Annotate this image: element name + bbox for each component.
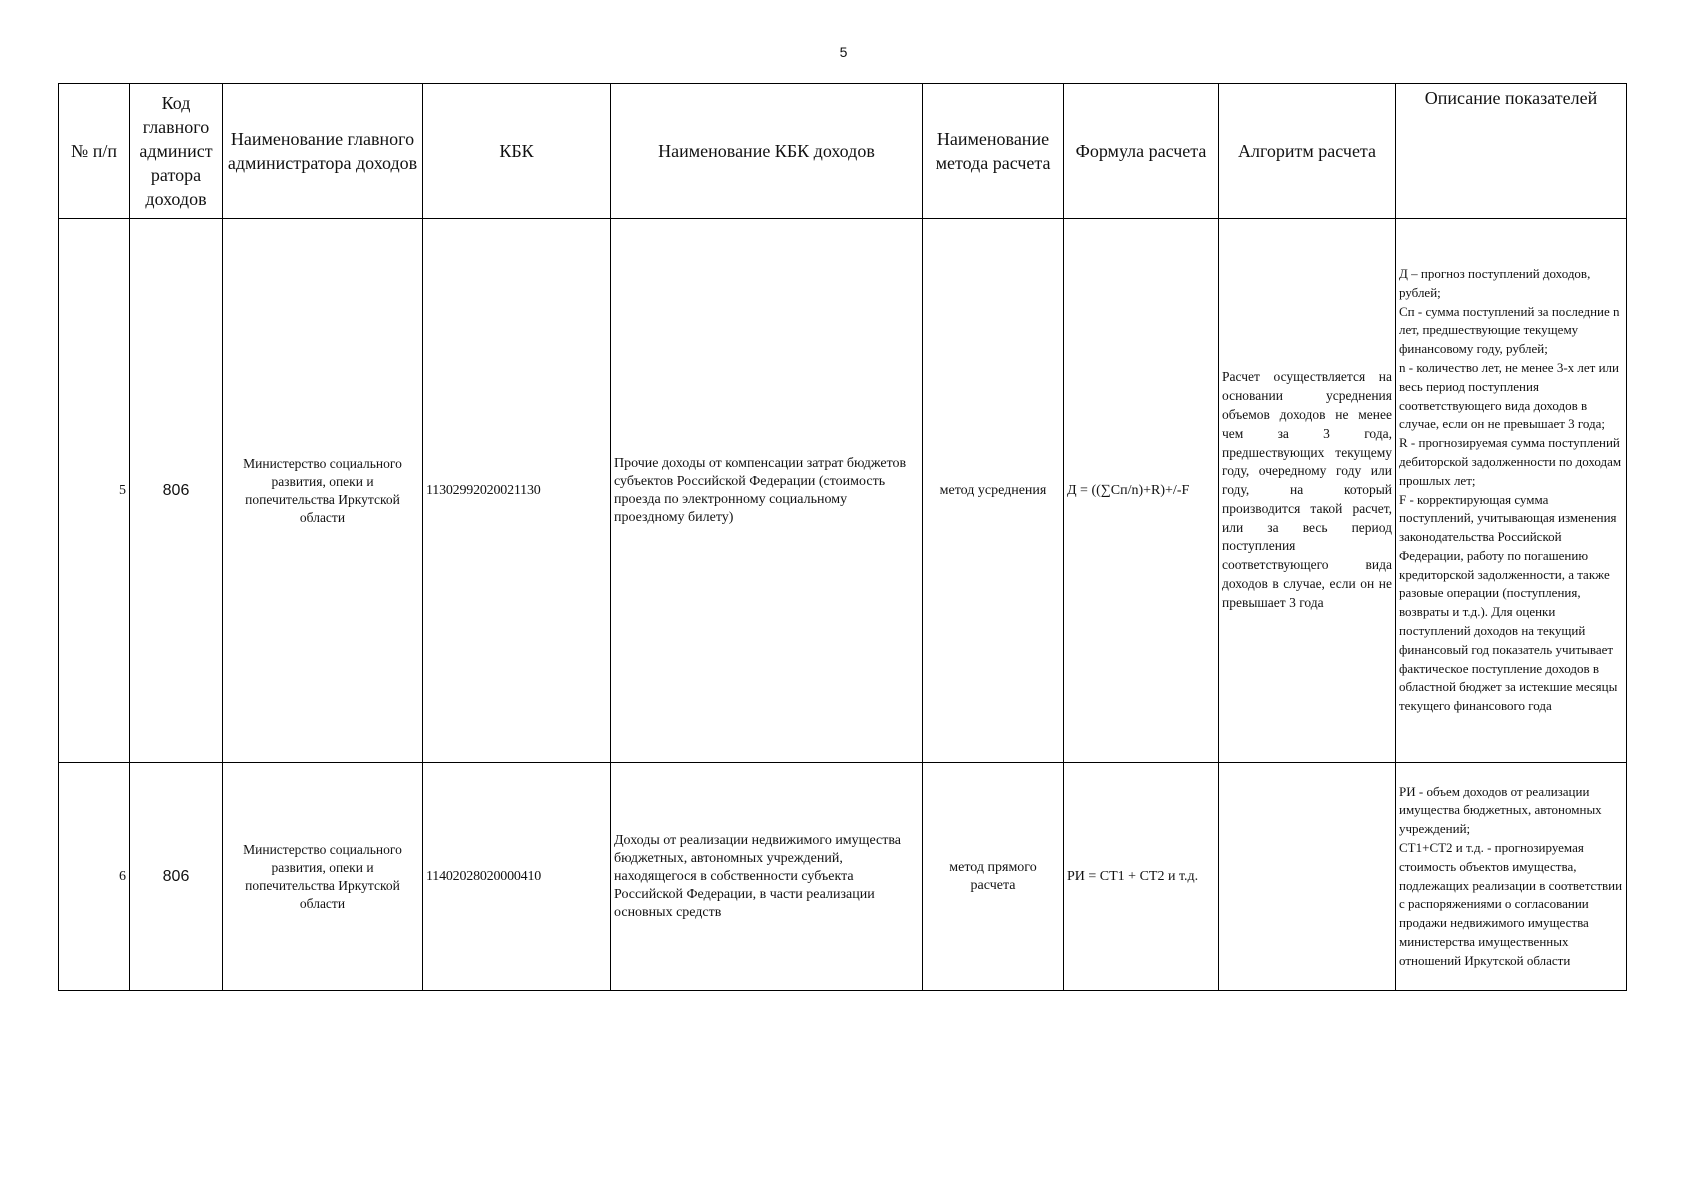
kbk-name: Прочие доходы от компенсации затрат бюджетов субъектов Российской Федерации (стоимость проезда по электронному социальному проездному билету) (611, 219, 923, 763)
calc-formula: Д = ((∑Сп/n)+R)+/-F (1064, 219, 1219, 763)
header-kbk: КБК (423, 84, 611, 219)
row-number: 6 (59, 763, 130, 991)
indicator-description: РИ - объем доходов от реализации имущества бюджетных, автономных учреждений; СТ1+СТ2 и т.д. - прогнозируемая стоимость объектов имущества, подлежащих реализации в соответствии с распоряжениями о согласовании продажи недвижимого имущества министерства имущественных отношений Иркутской области (1396, 763, 1627, 991)
header-num: № п/п (59, 84, 130, 219)
header-admin-name: Наименование главного администратора доходов (223, 84, 423, 219)
calc-method: метод усреднения (923, 219, 1064, 763)
table-header-row (59, 84, 1627, 219)
admin-code: 806 (130, 219, 223, 763)
row-number: 5 (59, 219, 130, 763)
indicator-description: Д – прогноз поступлений доходов, рублей; Сп - сумма поступлений за последние n лет, предшествующие текущему финансовому году, рублей; n - количество лет, не менее 3-х лет или весь период поступления соответствующего вида доходов в случае, если он не превышает 3 года; R - прогнозируемая сумма поступлений дебиторской задолженности по доходам прошлых лет; F - корректирующая сумма поступлений, учитывающая изменения законодательства Российской Федерации, работу по погашению кредиторской задолженности, а также разовые операции (поступления, возвраты и т.д.). Для оценки поступлений доходов на текущий финансовый год показатель учитывает фактическое поступление доходов в областной бюджет за истекшие месяцы текущего финансового года (1396, 219, 1627, 763)
header-algorithm: Алгоритм расчета (1219, 84, 1396, 219)
header-formula: Формула расчета (1064, 84, 1219, 219)
header-method: Наименование метода расчета (923, 84, 1064, 219)
calc-method: метод прямого расчета (923, 763, 1064, 991)
table-row (59, 219, 1627, 763)
header-kbk-name: Наименование КБК доходов (611, 84, 923, 219)
calc-formula: РИ = СТ1 + СТ2 и т.д. (1064, 763, 1219, 991)
header-description: Описание показателей (1396, 84, 1627, 219)
kbk-code: 11402028020000410 (423, 763, 611, 991)
page-number: 5 (839, 44, 848, 60)
calc-algorithm (1219, 763, 1396, 991)
admin-name: Министерство социального развития, опеки и попечительства Иркутской области (223, 763, 423, 991)
admin-name: Министерство социального развития, опеки и попечительства Иркутской области (223, 219, 423, 763)
admin-code: 806 (130, 763, 223, 991)
kbk-code: 11302992020021130 (423, 219, 611, 763)
kbk-name: Доходы от реализации недвижимого имущества бюджетных, автономных учреждений, находящегося в собственности субъекта Российской Федерации, в части реализации основных средств (611, 763, 923, 991)
table-row (59, 763, 1627, 991)
revenue-forecast-table (58, 83, 1627, 991)
calc-algorithm: Расчет осуществляется на основании усреднения объемов доходов не менее чем за 3 года, предшествующих текущему году, очередному году или году, на который производится такой расчет, или за весь период поступления соответствующего вида доходов в случае, если он не превышает 3 года (1219, 219, 1396, 763)
header-admin-code: Код главного админист ратора доходов (130, 84, 223, 219)
